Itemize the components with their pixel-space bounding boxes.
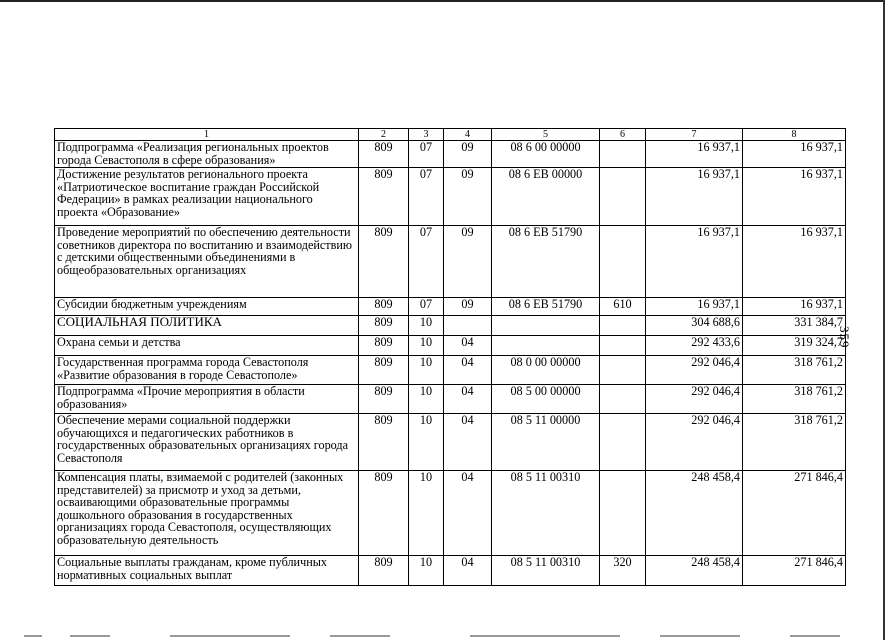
row-subsection: 04 xyxy=(444,471,492,556)
row-grbs: 809 xyxy=(359,141,409,168)
budget-table xyxy=(54,128,846,586)
row-sum-year2: 318 761,2 xyxy=(743,385,846,414)
row-sum-year1: 292 046,4 xyxy=(646,385,743,414)
row-target-article xyxy=(492,316,600,336)
row-grbs: 809 xyxy=(359,336,409,356)
row-grbs: 809 xyxy=(359,168,409,226)
scan-top-border xyxy=(0,0,885,2)
row-section: 07 xyxy=(409,298,444,316)
column-header: 7 xyxy=(646,129,743,141)
row-section: 10 xyxy=(409,556,444,586)
row-section: 10 xyxy=(409,471,444,556)
row-sum-year2: 16 937,1 xyxy=(743,298,846,316)
row-target-article: 08 5 11 00310 xyxy=(492,471,600,556)
row-sum-year2: 16 937,1 xyxy=(743,168,846,226)
table-row xyxy=(55,226,846,298)
row-grbs: 809 xyxy=(359,316,409,336)
row-name: Государственная программа города Севастополя «Развитие образования в городе Севастополе» xyxy=(55,356,359,385)
row-target-article: 08 5 11 00000 xyxy=(492,414,600,471)
row-expense-type xyxy=(600,168,646,226)
row-name: Социальные выплаты гражданам, кроме публичных нормативных социальных выплат xyxy=(55,556,359,586)
row-sum-year1: 16 937,1 xyxy=(646,226,743,298)
row-name: Охрана семьи и детства xyxy=(55,336,359,356)
row-sum-year2: 319 324,7 xyxy=(743,336,846,356)
column-header: 4 xyxy=(444,129,492,141)
row-subsection: 04 xyxy=(444,414,492,471)
row-section: 10 xyxy=(409,336,444,356)
row-grbs: 809 xyxy=(359,385,409,414)
row-sum-year1: 16 937,1 xyxy=(646,141,743,168)
table-row xyxy=(55,471,846,556)
row-target-article: 08 6 00 00000 xyxy=(492,141,600,168)
row-expense-type xyxy=(600,385,646,414)
row-target-article xyxy=(492,336,600,356)
row-grbs: 809 xyxy=(359,471,409,556)
column-header: 5 xyxy=(492,129,600,141)
row-name: Подпрограмма «Прочие мероприятия в области образования» xyxy=(55,385,359,414)
table-row xyxy=(55,385,846,414)
row-section: 10 xyxy=(409,356,444,385)
row-expense-type xyxy=(600,226,646,298)
row-expense-type xyxy=(600,141,646,168)
column-header: 8 xyxy=(743,129,846,141)
row-sum-year2: 331 384,7 xyxy=(743,316,846,336)
row-target-article: 08 5 11 00310 xyxy=(492,556,600,586)
table-row xyxy=(55,356,846,385)
row-sum-year1: 16 937,1 xyxy=(646,168,743,226)
table-row xyxy=(55,141,846,168)
row-subsection: 04 xyxy=(444,356,492,385)
row-subsection xyxy=(444,316,492,336)
table-row xyxy=(55,336,846,356)
row-target-article: 08 6 EB 51790 xyxy=(492,226,600,298)
table-row xyxy=(55,168,846,226)
row-subsection: 09 xyxy=(444,226,492,298)
row-expense-type xyxy=(600,414,646,471)
row-subsection: 09 xyxy=(444,141,492,168)
row-name: Компенсация платы, взимаемой с родителей (законных представителей) за присмотр и уход за детьми, осваивающими образовательные программы дошкольного образования в государственных организациях города Севастополя, осуществляющих образовательную деятельность xyxy=(55,471,359,556)
row-sum-year1: 248 458,4 xyxy=(646,556,743,586)
row-grbs: 809 xyxy=(359,414,409,471)
row-expense-type xyxy=(600,471,646,556)
row-target-article: 08 5 00 00000 xyxy=(492,385,600,414)
row-subsection: 04 xyxy=(444,556,492,586)
row-section: 10 xyxy=(409,316,444,336)
row-name: Обеспечение мерами социальной поддержки обучающихся и педагогических работников в государственных образовательных организациях города Севастополя xyxy=(55,414,359,471)
row-sum-year1: 304 688,6 xyxy=(646,316,743,336)
row-target-article: 08 6 EB 51790 xyxy=(492,298,600,316)
row-grbs: 809 xyxy=(359,356,409,385)
row-sum-year1: 292 046,4 xyxy=(646,356,743,385)
row-target-article: 08 6 EB 00000 xyxy=(492,168,600,226)
row-sum-year2: 16 937,1 xyxy=(743,141,846,168)
row-subsection: 09 xyxy=(444,298,492,316)
row-section: 10 xyxy=(409,414,444,471)
row-expense-type xyxy=(600,316,646,336)
row-grbs: 809 xyxy=(359,226,409,298)
row-section: 07 xyxy=(409,168,444,226)
row-target-article: 08 0 00 00000 xyxy=(492,356,600,385)
table-row xyxy=(55,414,846,471)
row-expense-type: 320 xyxy=(600,556,646,586)
row-section: 07 xyxy=(409,141,444,168)
column-header: 6 xyxy=(600,129,646,141)
scan-bottom-artifacts xyxy=(0,635,885,638)
row-name: Проведение мероприятий по обеспечению деятельности советников директора по воспитанию и взаимодействию с детскими общественными объединениями в общеобразовательных организациях xyxy=(55,226,359,298)
row-name: Подпрограмма «Реализация региональных проектов города Севастополя в сфере образования» xyxy=(55,141,359,168)
row-sum-year2: 271 846,4 xyxy=(743,471,846,556)
row-name: Достижение результатов регионального проекта «Патриотическое воспитание граждан Российской Федерации» в рамках реализации национального проекта «Образование» xyxy=(55,168,359,226)
row-name: СОЦИАЛЬНАЯ ПОЛИТИКА xyxy=(55,316,359,336)
row-sum-year1: 16 937,1 xyxy=(646,298,743,316)
row-section: 10 xyxy=(409,385,444,414)
table-row xyxy=(55,298,846,316)
row-expense-type xyxy=(600,336,646,356)
row-expense-type xyxy=(600,356,646,385)
column-number-row xyxy=(55,129,846,141)
row-sum-year2: 16 937,1 xyxy=(743,226,846,298)
column-header: 3 xyxy=(409,129,444,141)
row-name: Субсидии бюджетным учреждениям xyxy=(55,298,359,316)
row-grbs: 809 xyxy=(359,298,409,316)
row-expense-type: 610 xyxy=(600,298,646,316)
column-header: 1 xyxy=(55,129,359,141)
row-subsection: 04 xyxy=(444,336,492,356)
table-row xyxy=(55,316,846,336)
row-sum-year1: 292 433,6 xyxy=(646,336,743,356)
row-subsection: 04 xyxy=(444,385,492,414)
row-sum-year1: 248 458,4 xyxy=(646,471,743,556)
column-header: 2 xyxy=(359,129,409,141)
row-sum-year2: 318 761,2 xyxy=(743,356,846,385)
page-number: 359 xyxy=(837,326,852,349)
row-sum-year1: 292 046,4 xyxy=(646,414,743,471)
row-subsection: 09 xyxy=(444,168,492,226)
row-sum-year2: 318 761,2 xyxy=(743,414,846,471)
row-grbs: 809 xyxy=(359,556,409,586)
row-sum-year2: 271 846,4 xyxy=(743,556,846,586)
row-section: 07 xyxy=(409,226,444,298)
table-row xyxy=(55,556,846,586)
